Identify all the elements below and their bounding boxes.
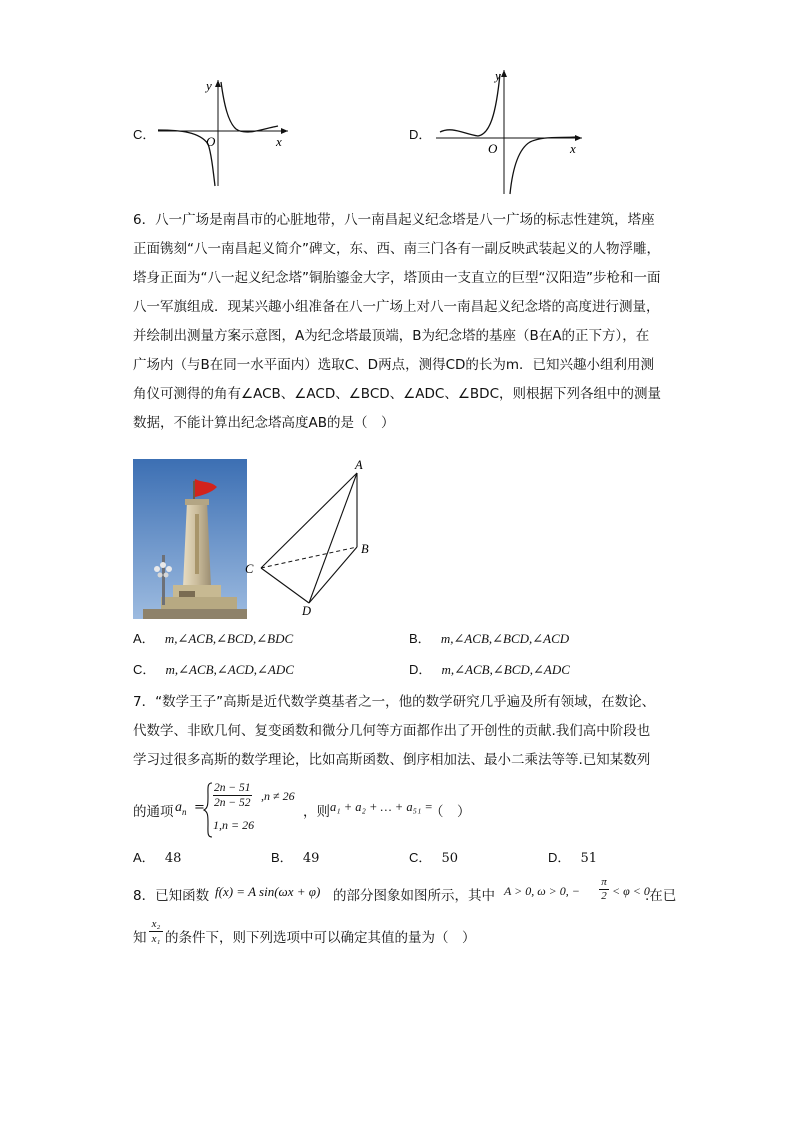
q7-option-a-label: A． (133, 850, 155, 865)
q7-eq: = (194, 800, 205, 815)
q7-sub-n: n (182, 806, 187, 817)
q5c-axis-y: y (206, 78, 212, 93)
q7-option-b-text: 49 (302, 851, 320, 866)
q6-text: 6．八一广场是南昌市的心脏地带，八一南昌起义纪念塔是八一广场的标志性建筑，塔座正面镌刻“八一南昌起义简介”碑文，东、西、南三门各有一副反映武装起义的人物浮雕，塔身正面为“八一起义纪念塔”铜胎鎏金大字，塔顶由一支直立的巨型“汉阳造”步枪和一面八一军旗组成．现某兴趣小组准备在八一广场上对八一南昌起义纪念塔的高度进行测量，并绘制出测量方案示意图，A为纪念塔最顶端，B为纪念塔的基座（B在A的正下方），在广场内（与B在同一水平面内）选取C、D两点，测得CD的长为m．已知兴趣小组利用测角仪可测得的角有∠ACB、∠ACD、∠BCD、∠ADC、∠BDC，则根据下列各组中的测量数据，不能计算出纪念塔高度AB的是（ ） (133, 212, 662, 431)
q5-option-c-graph (150, 74, 300, 190)
q5-option-d-graph (430, 64, 590, 198)
diagram-label-b: B (361, 542, 369, 556)
q6-option-a-text: m,∠ACB,∠BCD,∠BDC (164, 631, 294, 646)
q6-option-d-label: D． (409, 662, 432, 677)
q8-x1: x₁ (151, 933, 161, 945)
q7-option-b-label: B． (271, 850, 293, 865)
q7-formula-line (133, 780, 661, 842)
monument-photo (133, 459, 247, 619)
q7-brace (203, 782, 213, 838)
q7-option-d-label: D． (548, 850, 571, 865)
q8-line1 (133, 876, 677, 912)
q7-case2: 1,n = 26 (213, 818, 255, 832)
diagram-label-d: D (302, 604, 312, 618)
q8-x2: x₂ (149, 917, 163, 932)
q7-option-d[interactable] (548, 847, 597, 866)
q7-formula-suffix: ，则 (303, 804, 330, 820)
q6-option-b[interactable] (409, 628, 569, 647)
q7-an (175, 800, 187, 817)
q7-case1-den: 2n − 52 (214, 797, 251, 809)
q6-option-a-label: A． (133, 631, 155, 646)
diagram-label-a: A (355, 458, 363, 472)
q8-pi: π (599, 876, 609, 890)
q8-intro: 8．已知函数 (133, 888, 210, 904)
q5c-axis-x: x (276, 134, 282, 149)
q6-option-c-text: m,∠ACB,∠ACD,∠ADC (165, 662, 294, 677)
q6-option-a[interactable] (133, 628, 293, 647)
q8-two: 2 (601, 890, 607, 902)
q8-ratio-fraction (149, 917, 163, 946)
q5-option-c-label: C． (133, 127, 156, 142)
q6-option-b-text: m,∠ACB,∠BCD,∠ACD (440, 631, 570, 646)
q8-line2-rest: 的条件下，则下列选项中可以确定其值的量为（ ） (165, 930, 476, 946)
q7-option-a-text: 48 (164, 851, 182, 866)
q7-option-c-text: 50 (441, 851, 459, 866)
q8-cond: A > 0, ω > 0, − (504, 884, 580, 898)
q7-case1-cond: ,n ≠ 26 (261, 789, 295, 803)
q7-a: a (175, 800, 182, 815)
q7-formula-prefix: 的通项 (133, 804, 174, 820)
q6-option-d[interactable] (409, 659, 570, 678)
q7-text: 7．“数学王子”高斯是近代数学奠基者之一，他的数学研究几乎遍及所有领域，在数论、代数学、非欧几何、复变函数和微分几何等方面都作出了开创性的贡献.我们高中阶段也学习过很多高斯的数学理论，比如高斯函数、倒序相加法、最小二乘法等等.已知某数列 (133, 694, 656, 768)
q7-case1-num: 2n − 51 (214, 782, 251, 794)
q7-option-c[interactable] (409, 847, 458, 866)
q8-func: f(x) = A sin(ωx + φ) (215, 884, 321, 899)
q8-line2 (133, 916, 661, 956)
q5c-origin: O (206, 134, 216, 149)
q8-desc: 的部分图象如图所示，其中 (333, 888, 495, 904)
q5d-axis-x: x (570, 141, 576, 156)
q6-option-c-label: C． (133, 662, 156, 677)
q8-line2-start: 知 (133, 930, 147, 946)
q8-pi-fraction (599, 876, 609, 903)
q8-intro-end: .在已 (645, 888, 677, 904)
diagram-label-c: C (245, 562, 254, 576)
q5d-origin: O (488, 141, 498, 156)
q5-option-d-label: D． (409, 127, 432, 142)
q6-option-b-label: B． (409, 631, 431, 646)
q7-option-c-label: C． (409, 850, 432, 865)
q7-option-d-text: 51 (580, 851, 598, 866)
q8-cond2: < φ < 0 (612, 884, 650, 898)
q5d-axis-y: y (495, 68, 501, 83)
q7-case1-fraction (213, 781, 252, 811)
q6-option-d-text: m,∠ACB,∠BCD,∠ADC (441, 662, 570, 677)
q7-answer-paren: （ ） (430, 804, 471, 820)
q7-sum-expr: a₁ + a₂ + … + a₅₁ = (330, 800, 433, 814)
tower-diagram (245, 457, 385, 619)
q6-option-c[interactable] (133, 659, 294, 678)
q7-option-b[interactable] (271, 847, 319, 866)
q7-option-a[interactable] (133, 847, 181, 866)
